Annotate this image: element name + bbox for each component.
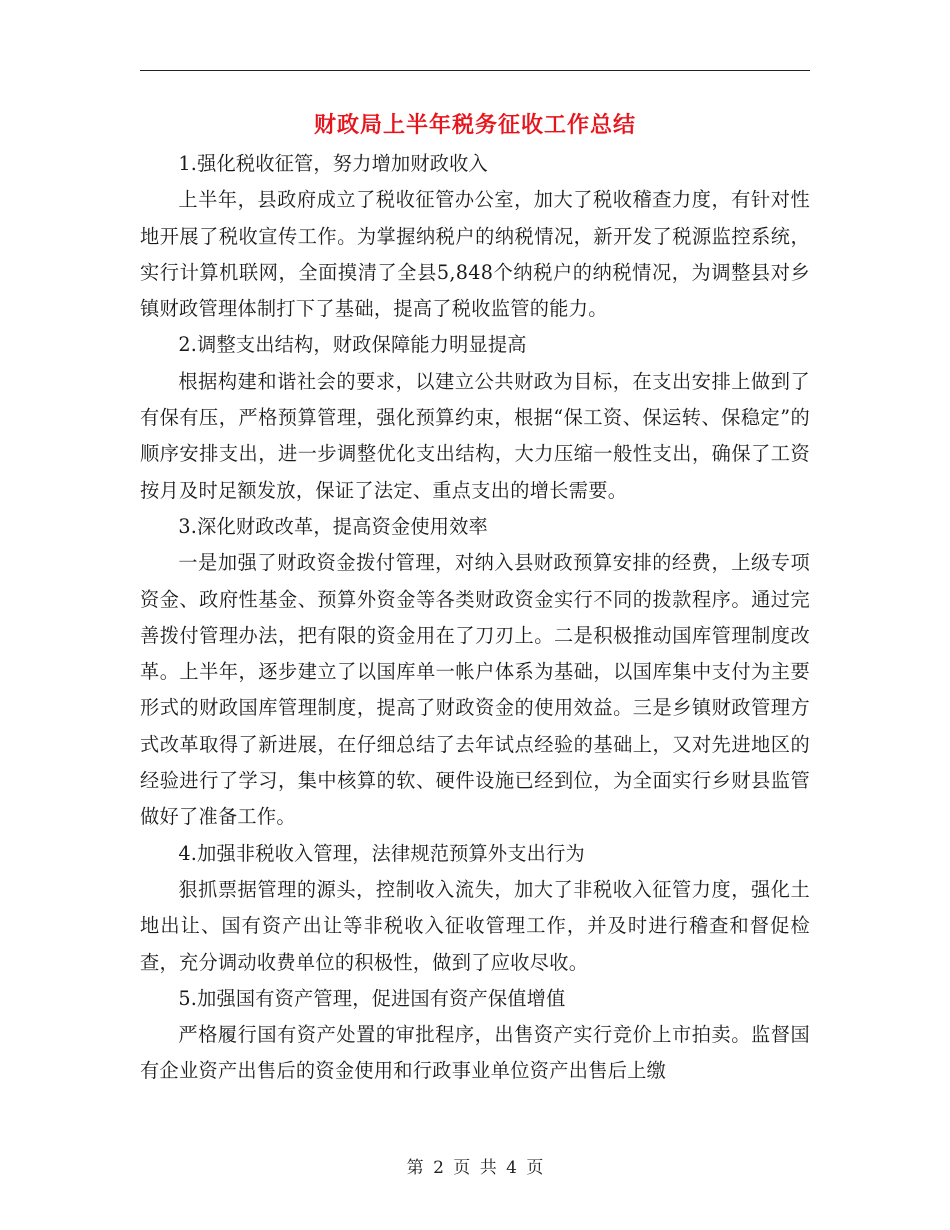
section-paragraph-4: 狠抓票据管理的源头，控制收入流失，加大了非税收入征管力度，强化土地出让、国有资产出让等非税收入征收管理工作，并及时进行稽查和督促检查，充分调动收费单位的积极性，做到了应收尽收。 <box>140 877 810 974</box>
section-heading-5: 5.加强国有资产管理，促进国有资产保值增值 <box>178 986 566 1010</box>
page-number-footer: 第 2 页 共 4 页 <box>406 1158 544 1178</box>
section-paragraph-1: 上半年，县政府成立了税收征管办公室，加大了税收稽查力度，有针对性地开展了税收宣传工作。为掌握纳税户的纳税情况，新开发了税源监控系统，实行计算机联网，全面摸清了全县5,848个纳税户的纳税情况，为调整县对乡镇财政管理体制打下了基础，提高了税收监管的能力。 <box>140 188 810 321</box>
header-rule <box>140 70 810 71</box>
document-title: 财政局上半年税务征收工作总结 <box>313 112 636 138</box>
section-paragraph-3: 一是加强了财政资金拨付管理，对纳入县财政预算安排的经费，上级专项资金、政府性基金、预算外资金等各类财政资金实行不同的拨款程序。通过完善拨付管理办法，把有限的资金用在了刀刃上。二是积极推动国库管理制度改革。上半年，逐步建立了以国库单一帐户体系为基础，以国库集中支付为主要形式的财政国库管理制度，提高了财政资金的使用效益。三是乡镇财政管理方式改革取得了新进展，在仔细总结了去年试点经验的基础上，又对先进地区的经验进行了学习，集中核算的软、硬件设施已经到位，为全面实行乡财县监管做好了准备工作。 <box>140 551 810 829</box>
document-body <box>140 146 810 1090</box>
section-paragraph-2: 根据构建和谐社会的要求，以建立公共财政为目标，在支出安排上做到了有保有压，严格预算管理，强化预算约束，根据“保工资、保运转、保稳定”的顺序安排支出，进一步调整优化支出结构，大力压缩一般性支出，确保了工资按月及时足额发放，保证了法定、重点支出的增长需要。 <box>140 369 810 502</box>
section-heading-4: 4.加强非税收入管理，法律规范预算外支出行为 <box>178 841 585 865</box>
section-heading-3: 3.深化财政改革，提高资金使用效率 <box>178 514 488 538</box>
section-paragraph-5: 严格履行国有资产处置的审批程序，出售资产实行竞价上市拍卖。监督国有企业资产出售后的资金使用和行政事业单位资产出售后上缴 <box>140 1023 810 1083</box>
section-heading-2: 2.调整支出结构，财政保障能力明显提高 <box>178 333 527 357</box>
section-heading-1: 1.强化税收征管，努力增加财政收入 <box>178 152 488 175</box>
